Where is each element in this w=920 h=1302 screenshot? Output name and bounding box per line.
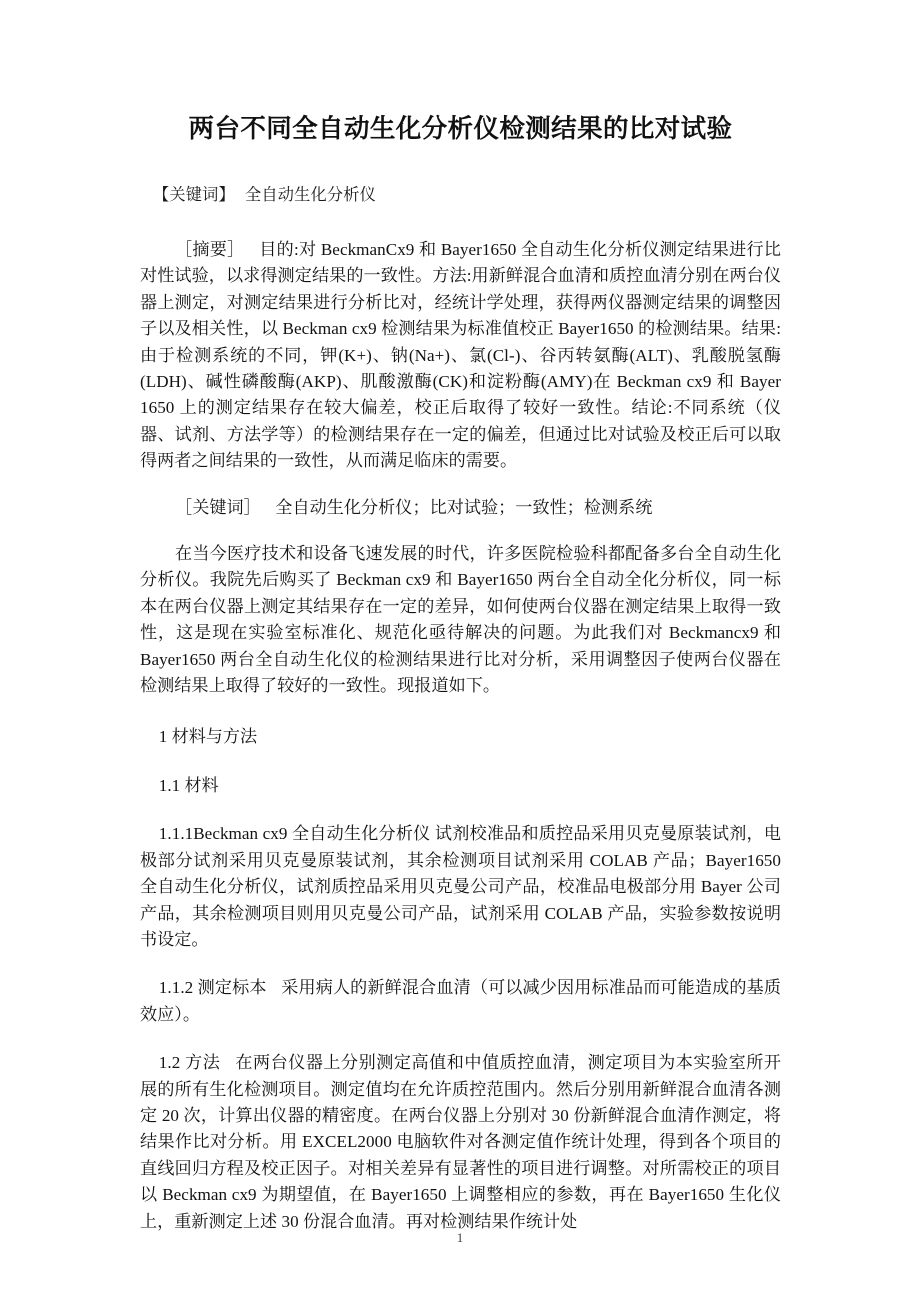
- abstract-paragraph: [140, 207, 781, 475]
- section-1-2-text: 在两台仪器上分别测定高值和中值质控血清，测定项目为本实验室所开展的所有生化检测项目。测定值均在允许质控范围内。然后分别用新鲜混合血清各测定 20 次，计算出仪器的精密度。在两台仪器上分别对 30 份新鲜混合血清作测定，将结果作比对分析。用 EXCEL2000 电脑软件对各测定值作统计处理，得到各个项目的直线回归方程及校正因子。对相关差异有显著性的项目进行调整。对所需校正的项目 以 Beckman cx9 为期望值，在 Bayer1650 上调整相应的参数，再在 Bayer1650 生化仪上，重新测定上述 30 份混合血清。再对检测结果作统计处: [140, 1053, 781, 1231]
- section-heading-1-1: 1.1 材料: [158, 775, 219, 795]
- page-title: 两台不同全自动生化分析仪检测结果的比对试验: [188, 115, 733, 143]
- section-1-1-2-label: 1.1.2 测定标本: [158, 978, 267, 998]
- keywords-line-top: [140, 146, 781, 207]
- introduction-paragraph: 在当今医疗技术和设备飞速发展的时代，许多医院检验科都配备多台全自动生化分析仪。我院先后购买了 Beckman cx9 和 Bayer1650 两台全自动全化分析仪，同一标本在两台仪器上测定其结果存在一定的差异，如何使两台仪器在测定结果上取得一致性，这是现在实验室标准化、规范化亟待解决的问题。为此我们对 Beckmancx9 和 Bayer1650 两台全自动生化仪的检测结果进行比对分析，采用调整因子使两台仪器在检测结果上取得了较好的一致性。现报道如下。: [140, 544, 781, 696]
- abstract-label: ［摘要］: [175, 240, 245, 259]
- section-heading-1: 1 材料与方法: [158, 726, 258, 746]
- section-1-2-paragraph: [140, 1028, 781, 1235]
- keywords-line-second: [140, 475, 781, 521]
- section-1-1-2-text: 采用病人的新鲜混合血清（可以减少因用标准品而可能造成的基质效应）。: [140, 978, 781, 1024]
- keywords-top-label: 【关键词】: [153, 186, 235, 204]
- keywords-second-value: 全自动生化分析仪；比对试验；一致性；检测系统: [275, 497, 653, 517]
- keywords-top-value: 全自动生化分析仪: [244, 186, 377, 204]
- page-content: [140, 0, 781, 1235]
- section-1-2-label: 1.2 方法: [158, 1053, 221, 1073]
- section-1-1-1-paragraph: 1.1.1Beckman cx9 全自动生化分析仪 试剂校准品和质控品采用贝克曼原装试剂，电极部分试剂采用贝克曼原装试剂，其余检测项目试剂采用 COLAB 产品；Bayer1650 全自动生化分析仪，试剂质控品采用贝克曼公司产品，校准品电极部分用 Bayer 公司产品，其余检测项目则用贝克曼公司产品，试剂采用 COLAB 产品，实验参数按说明书设定。: [140, 824, 781, 949]
- abstract-body: 目的:对 BeckmanCx9 和 Bayer1650 全自动生化分析仪测定结果进行比对性试验，以求得测定结果的一致性。方法:用新鲜混合血清和质控血清分别在两台仪器上测定，对测定结果进行分析比对，经统计学处理，获得两仪器测定结果的调整因子以及相关性，以 Beckman cx9 检测结果为标准值校正 Bayer1650 的检测结果。结果:由于检测系统的不同，钾(K+)、钠(Na+)、氯(Cl-)、谷丙转氨酶(ALT)、乳酸脱氢酶(LDH)、碱性磷酸酶(AKP)、肌酸激酶(CK)和淀粉酶(AMY)在 Beckman cx9 和 Bayer 1650 上的测定结果存在较大偏差，校正后取得了较好一致性。结论:不同系统（仪器、试剂、方法学等）的检测结果存在一定的偏差，但通过比对试验及校正后可以取得两者之间结果的一致性，从而满足临床的需要。: [140, 240, 781, 471]
- section-1-1-2-paragraph: [140, 953, 781, 1028]
- keywords-second-label: ［关键词］: [175, 497, 261, 517]
- page-number: 1: [456, 1231, 464, 1245]
